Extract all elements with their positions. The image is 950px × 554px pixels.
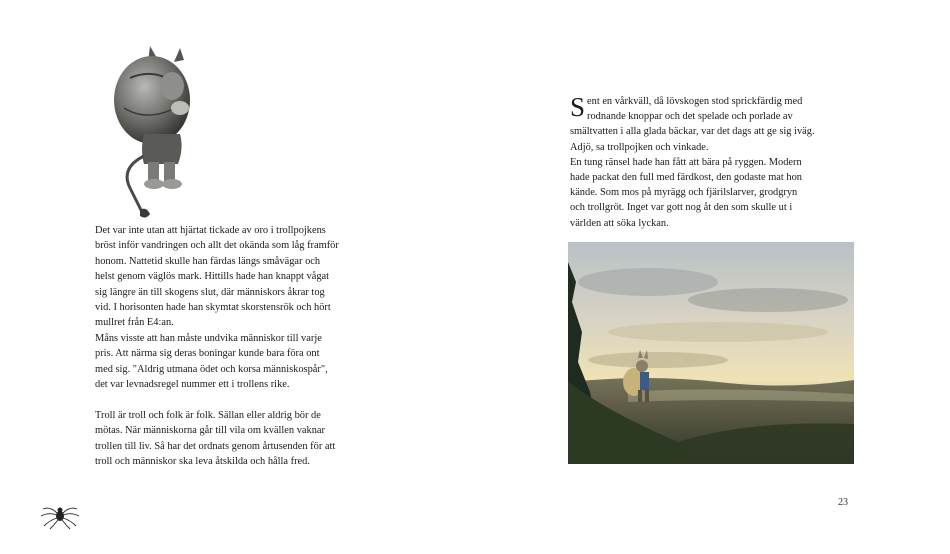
right-page-text [570,94,870,231]
paragraph: Det var inte utan att hjärtat tickade av oro i trollpojkens bröst inför vandringen och allt det okända som låg framför honom. Nattetid skulle han färdas längs småvägar och helst genom väglös mark. Hittills hade han knappt vågat sig längre än till skogens slut, där människors åkrar tog vid. I horisonten hade han skymtat skorstensrök och hört mullret från E4:an. [95,225,339,329]
paragraph: Måns visste att han måste undvika människor till varje pris. Att närma sig deras boningar kunde bara föra ont med sig. "Aldrig utmana ödet och korsa människospår", det var levnadsregel nummer ett i trollens rike. [95,332,328,391]
left-page-text [95,223,395,469]
spider-icon [40,500,80,530]
page-number: 23 [838,497,848,508]
drop-cap: S [570,92,586,122]
paragraph: S ent en vårkväll, då lövskogen stod sprickfärdig med rodnande knoppar och det spelade och porlade av smältvatten i alla glada bäckar, var det dags att ge sig iväg. Adjö, sa trollpojken och vinkade. En tung ränsel hade han fått att bära på ryggen. Modern hade packat den full med färdkost, den godaste mat hon kände. Som mos på myrägg och fjärilslarver, grodgryn och trollgröt. Inget var gott nog åt den som skulle ut i världen att söka lyckan. [570,92,815,229]
troll-illustration [100,38,210,220]
landscape-painting [568,242,854,464]
paragraph: Troll är troll och folk är folk. Sällan eller aldrig bör de mötas. När människorna går till vila om kvällen vaknar trollen till liv. Så har det ordnats genom årtusenden för att troll och människor ska leva åtskilda och hålla fred. [95,409,336,468]
